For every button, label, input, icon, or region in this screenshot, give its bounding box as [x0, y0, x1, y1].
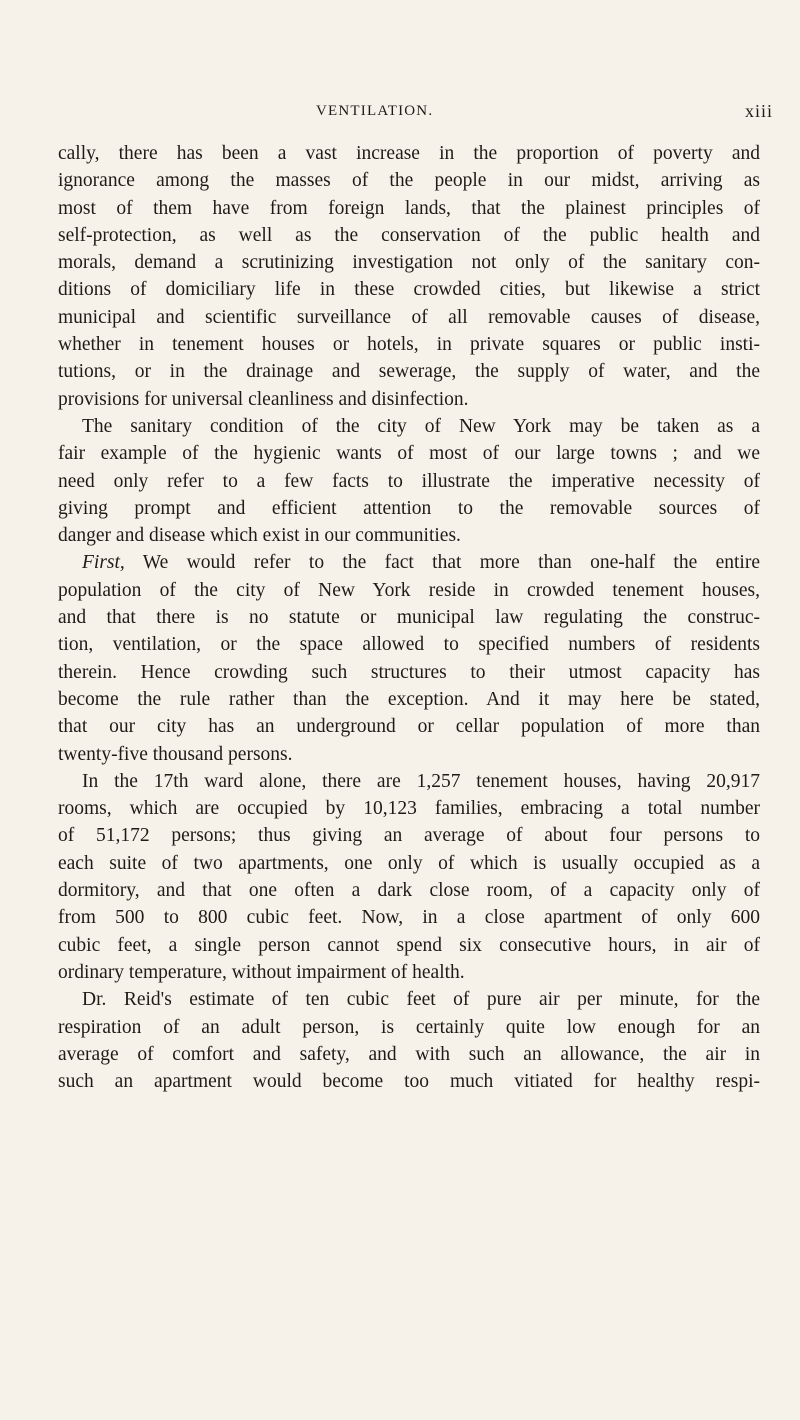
- body-text: [58, 140, 760, 1095]
- text-line: rooms, which are occupied by 10,123 families, embracing a total number: [58, 798, 760, 820]
- text-line: fair example of the hygienic wants of most of our large towns ; and we: [58, 443, 760, 465]
- text-line: provisions for universal cleanliness and disinfection.: [58, 388, 469, 410]
- text-line: of 51,172 persons; thus giving an average of about four persons to: [58, 825, 760, 847]
- paragraph: [58, 413, 760, 549]
- text-line: morals, demand a scrutinizing investigation not only of the sanitary con-: [58, 252, 760, 274]
- text-line: self-protection, as well as the conservation of the public health and: [58, 224, 760, 246]
- text-line: cally, there has been a vast increase in the proportion of poverty and: [58, 143, 760, 164]
- text-line: need only refer to a few facts to illustrate the imperative necessity of: [58, 470, 760, 492]
- text-line: twenty-five thousand persons.: [58, 743, 293, 765]
- text-line: The sanitary condition of the city of New York may be taken as a: [82, 415, 760, 437]
- text-line: cubic feet, a single person cannot spend six consecutive hours, in air of: [58, 934, 760, 956]
- text-line: danger and disease which exist in our communities.: [58, 525, 461, 547]
- text-line: ditions of domiciliary life in these crowded cities, but likewise a strict: [58, 279, 760, 301]
- text-line: ordinary temperature, without impairment of health.: [58, 961, 465, 983]
- text-line: that our city has an underground or cellar population of more than: [58, 716, 760, 738]
- paragraph: [58, 768, 760, 986]
- paragraph: [58, 986, 760, 1095]
- text-line: such an apartment would become too much vitiated for healthy respi-: [58, 1071, 760, 1093]
- text-line: respiration of an adult person, is certainly quite low enough for an: [58, 1016, 760, 1038]
- text-line: from 500 to 800 cubic feet. Now, in a close apartment of only 600: [58, 907, 760, 929]
- text-line: Dr. Reid's estimate of ten cubic feet of pure air per minute, for the: [82, 989, 760, 1011]
- text-line: giving prompt and efficient attention to the removable sources of: [58, 497, 760, 519]
- text-line: ignorance among the masses of the people in our midst, arriving as: [58, 170, 760, 192]
- running-head: VENTILATION.: [316, 103, 434, 119]
- italic-lead: First,: [82, 552, 125, 574]
- text-line: tutions, or in the drainage and sewerage, the supply of water, and the: [58, 361, 760, 383]
- text-line: each suite of two apartments, one only of which is usually occupied as a: [58, 852, 760, 874]
- text-line: therein. Hence crowding such structures to their utmost capacity has: [58, 661, 760, 683]
- text-line: In the 17th ward alone, there are 1,257 tenement houses, having 20,917: [82, 770, 760, 792]
- text-line: dormitory, and that one often a dark close room, of a capacity only of: [58, 880, 760, 902]
- text-line: and that there is no statute or municipal law regulating the construc-: [58, 607, 760, 629]
- paragraph: [58, 549, 760, 767]
- text-line: most of them have from foreign lands, that the plainest principles of: [58, 197, 760, 219]
- text-line: average of comfort and safety, and with such an allowance, the air in: [58, 1043, 760, 1065]
- text-line: become the rule rather than the exception. And it may here be stated,: [58, 688, 760, 710]
- text-line: tion, ventilation, or the space allowed to specified numbers of residents: [58, 634, 760, 656]
- text-line: population of the city of New York reside in crowded tenement houses,: [58, 579, 760, 601]
- paragraph: [58, 140, 760, 413]
- page-number: xiii: [745, 101, 774, 121]
- text-line: whether in tenement houses or hotels, in private squares or public insti-: [58, 334, 760, 356]
- text-line: [58, 549, 760, 576]
- text-line-rest: We would refer to the fact that more than one-half the entire: [124, 552, 760, 574]
- text-line: municipal and scientific surveillance of all removable causes of disease,: [58, 306, 760, 328]
